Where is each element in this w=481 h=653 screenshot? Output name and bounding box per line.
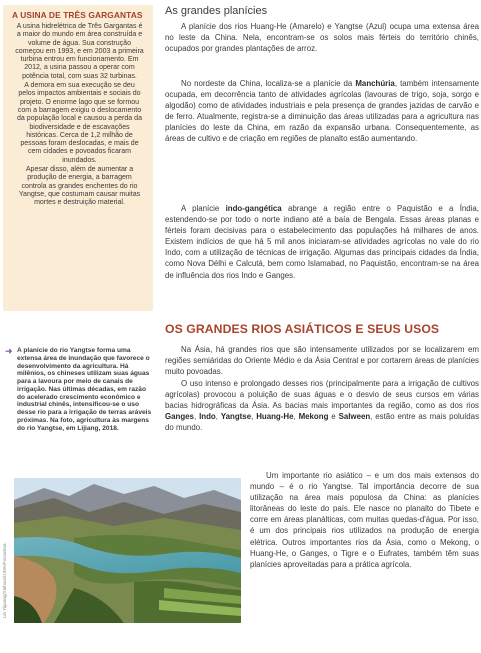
sidebar-paragraph: A demora em sua execução se deu pelos impactos ambientais e sociais do projeto. O enorme lago que se formou com a barragem exigiu o deslocamento da população local e causou a perda da biodiversidade e de escavações históricas. Cerca de 1,2 milhão de pessoas foram deslocadas, e mais de cem cidades e povoados ficaram inundados. xyxy=(17,82,142,164)
section-heading-grandes-planicies: As grandes planícies xyxy=(165,5,268,17)
sidebar-title: A USINA DE TRÊS GARGANTAS xyxy=(12,10,143,20)
paragraph-text: Na Ásia, há grandes rios que são intensamente utilizados por se localizarem em regiões semiáridas do Oriente Médio e da Ásia Central e por cortarem áreas de planícies muito povoadas. xyxy=(165,345,479,377)
photo-caption xyxy=(5,347,153,432)
paragraph-indo-gangetica xyxy=(165,203,479,281)
caption-text: A planície do rio Yangtse forma uma extensa área de inundação que favorece o desenvolvimento da agricultura. Há milênios, os chineses utilizam suas águas para a lavoura por meio de canais de irrigação. Nas últimas décadas, em razão do acelerado crescimento econômico e industrial chinês, intensificou-se o uso desse rio para a irrigação de terras aráveis próximas. Na foto, agricultura às margens do rio Yangtse, em Lijiang, 2018. xyxy=(17,347,152,432)
paragraph-text: A planície dos rios Huang-He (Amarelo) e Yangtse (Azul) ocupa uma extensa área no leste da China. Nela, encontram-se os solos mais férteis do território chinês, ocupados por grandes plantações de arroz. xyxy=(165,22,479,54)
paragraph-poluicao-rios xyxy=(165,378,479,433)
paragraph-text: O uso intenso e prolongado desses rios (principalmente para a irrigação de cultivos agrícolas) provocou a poluição de suas águas e o desvio de seus cursos em várias bacias hidrográficas da Ásia. As bacias mais importantes da região, como as dos rios Ganges, Indo, Yangtse, Huang-He, Mekong e Salween, estão entre as mais poluídas do mundo. xyxy=(165,379,480,433)
caption-arrow-icon: ➜ xyxy=(5,346,13,356)
sidebar-paragraph: Apesar disso, além de aumentar a produção de energia, a barragem controla as grandes enchentes do rio Yangtse, que costumam causar muitas mortes e destruição material. xyxy=(18,166,141,207)
river-name: Yangtse xyxy=(220,412,252,422)
river-name: Indo xyxy=(199,412,216,422)
river-name: Ganges xyxy=(165,412,194,422)
river-name: Salween xyxy=(338,412,371,422)
river-name: Huang-He xyxy=(256,412,294,422)
river-name: Mekong xyxy=(298,412,329,422)
yangtse-river-photo xyxy=(14,478,241,623)
paragraph-manchuria xyxy=(165,78,479,145)
photo-credit: Lin Yiguang/Xinhua/ZUMA/Fotoarena xyxy=(2,543,7,618)
paragraph-text: A planície indo-gangética abrange a região entre o Paquistão e a Índia, estendendo-se por todo o norte indiano até a baía de Bengala. Essas áreas planas e férteis foram decisivas para o estabelecimento das populações há milhares de anos. Existem indícios de que há 5 mil anos iniciaram-se atividades agrícolas no vale do rio Indo, com a utilização de técnicas de irrigação. Algumas das principais cidades da Índia, como Nova Délhi e Calcutá, bem como Islamabad, no Paquistão, encontram-se na área de influência dos rios Indo e Ganges. xyxy=(165,204,479,280)
paragraph-huang-he-yangtse xyxy=(165,21,479,54)
term-manchuria: Manchúria xyxy=(355,79,395,88)
river-landscape-image xyxy=(14,478,241,623)
paragraph-rio-yangtse xyxy=(250,470,479,570)
sidebar-text xyxy=(3,20,153,208)
sidebar-paragraph: A usina hidrelétrica de Três Gargantas é a maior do mundo em área construída e volume de água. Sua construção começou em 1993, e em 2003 a primeira turbina entrou em funcionamento. Em 2012, a usina passou a operar com potência total, com suas 32 turbinas. xyxy=(15,23,144,80)
paragraph-text: No nordeste da China, localiza-se a planície da Manchúria, também intensamente ocupada, em decorrência tanto de atividades agrícolas (lavouras de trigo, soja, sorgo e algodão) como de atividades industriais e pela presença de grandes jazidas de carvão e de ferro. Atualmente, registra-se a diminuição das áreas utilizadas para a agricultura nas planícies do leste da China, em razão da expansão urbana. Consequentemente, as áreas de cultivo e de criação em regiões de planalto estão aumentando. xyxy=(165,79,479,144)
paragraph-grandes-rios-intro xyxy=(165,344,479,377)
term-indo-gangetica: indo-gangética xyxy=(225,204,282,213)
paragraph-text: Um importante rio asiático – e um dos mais extensos do mundo – é o rio Yangtse. Tal importância decorre de sua utilização na área mais populosa da China: as planícies litorâneas do leste do país. Ele nasce no planalto do Tibete e corre em áreas planálticas, com muitas quedas-d'água. Por isso, é um dos principais rios utilizados na produção de energia elétrica. Outros importantes rios da Ásia, como o Mekong, o Huang-He, o Ganges, o Tigre e o Eufrates, também têm suas planícies aproveitadas para a prática agrícola. xyxy=(250,471,479,569)
section-heading-grandes-rios: OS GRANDES RIOS ASIÁTICOS E SEUS USOS xyxy=(165,322,440,336)
sidebar-box-tres-gargantas xyxy=(3,5,153,311)
